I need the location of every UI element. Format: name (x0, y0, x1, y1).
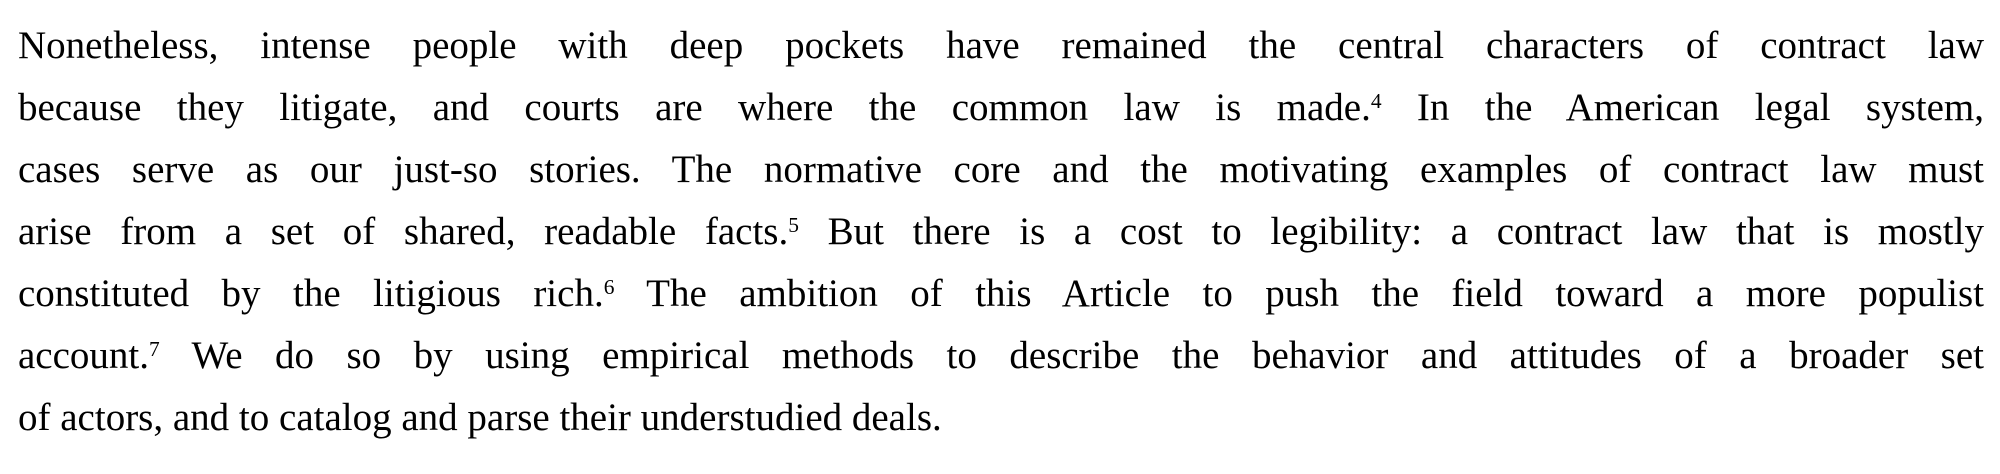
text-segment: of actors, and to catalog and parse their understudied deals. (18, 396, 942, 439)
text-segment: because they litigate, and courts are where the common law is made. (18, 86, 1371, 129)
footnote-reference-4: 4 (1370, 89, 1382, 114)
text-segment: Nonetheless, intense people with deep pockets have remained the central characters of contract law (18, 24, 1984, 67)
text-line-2 (18, 77, 1984, 139)
text-segment: The ambition of this Article to push the field toward a more populist (614, 272, 1985, 315)
text-segment: In the American legal system, (1381, 86, 1984, 129)
text-line-7 (18, 387, 1984, 449)
document-paragraph (18, 15, 1984, 449)
footnote-reference-6: 6 (603, 275, 615, 300)
text-line-5 (18, 263, 1984, 325)
text-line-4 (18, 201, 1984, 263)
text-segment: cases serve as our just-so stories. The normative core and the motivating examples of contract law must (18, 148, 1984, 191)
text-segment: arise from a set of shared, readable facts. (18, 210, 789, 253)
text-segment: constituted by the litigious rich. (18, 272, 604, 315)
text-segment: But there is a cost to legibility: a contract law that is mostly (798, 210, 1984, 253)
text-segment: account. (18, 334, 150, 377)
text-line-3 (18, 139, 1984, 201)
text-segment: We do so by using empirical methods to describe the behavior and attitudes of a broader set (159, 334, 1984, 377)
footnote-reference-7: 7 (149, 337, 160, 362)
footnote-reference-5: 5 (788, 213, 799, 238)
text-line-6 (18, 325, 1984, 387)
text-line-1 (18, 15, 1984, 77)
